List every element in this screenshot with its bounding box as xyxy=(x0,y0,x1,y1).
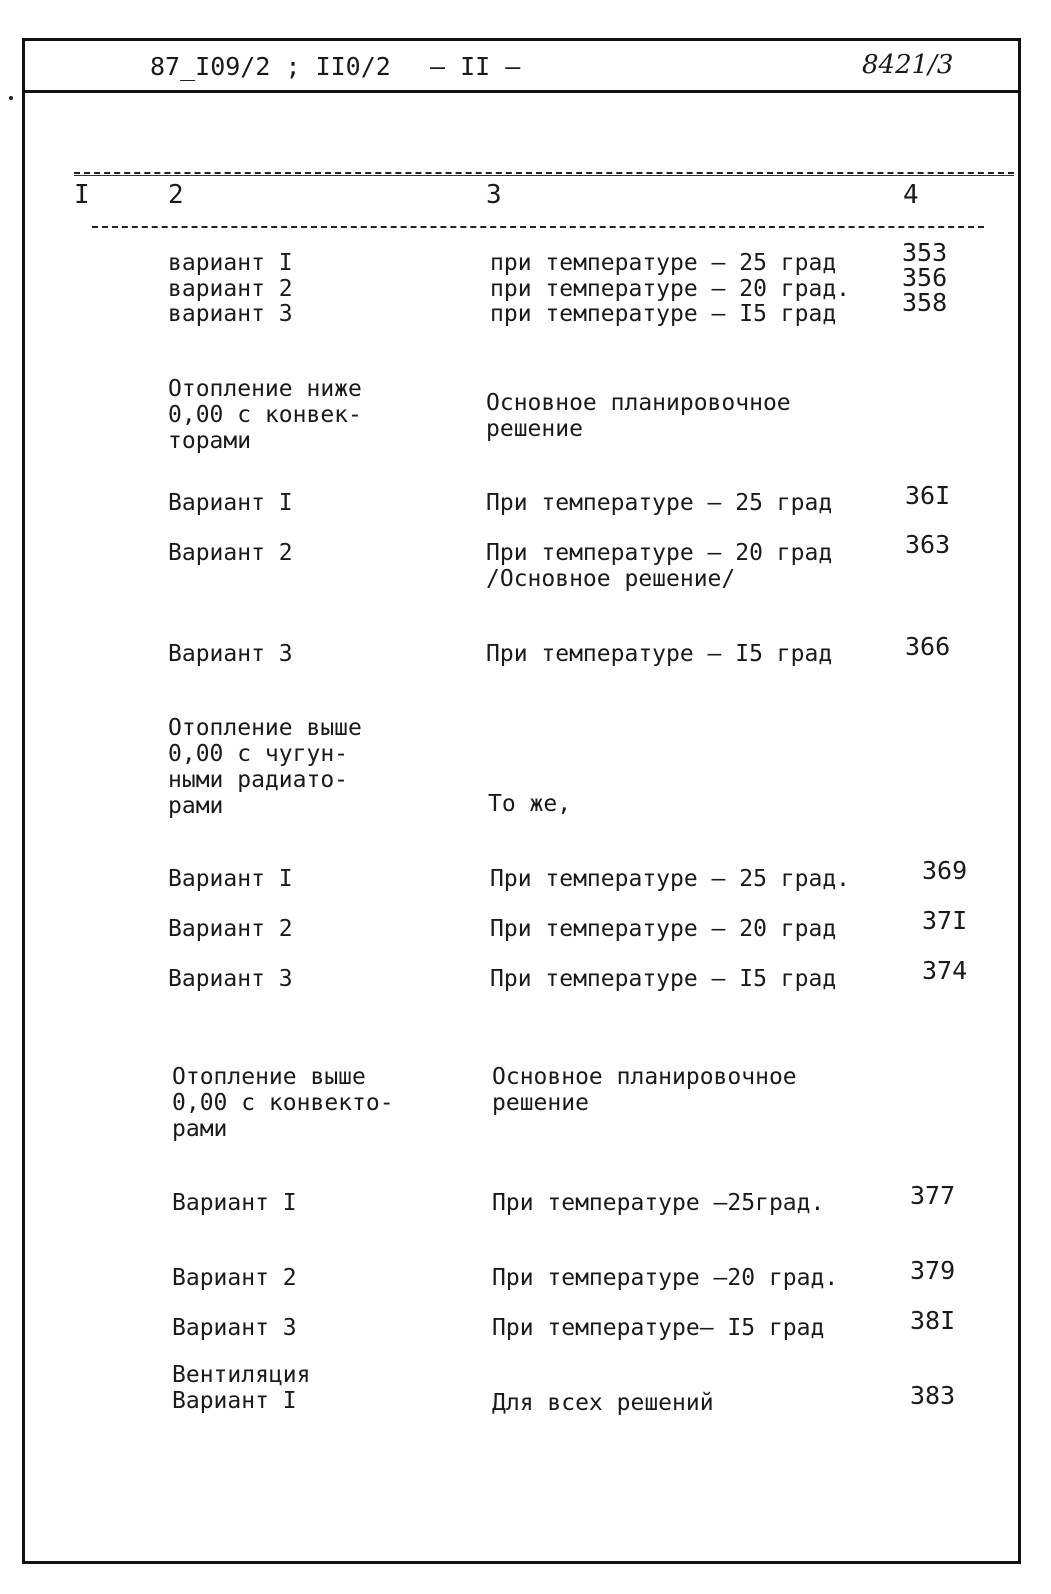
table-cell-page: 363 xyxy=(905,530,951,559)
column-header-4: 4 xyxy=(903,180,919,210)
table-cell-name: вариант 3 xyxy=(168,301,293,327)
table-cell-description: при температуре – 20 град. xyxy=(490,276,851,302)
table-cell-page: 377 xyxy=(910,1181,956,1210)
table-cell-description: При температуре – 20 град /Основное решение/ xyxy=(486,540,833,592)
table-cell-name: Вентиляция Вариант I xyxy=(172,1362,311,1414)
table-cell-description: При температуре –25град. xyxy=(492,1190,825,1216)
table-top-rule xyxy=(74,172,1014,174)
table-cell-page: 369 xyxy=(922,856,968,885)
table-cell-page: 374 xyxy=(922,956,968,985)
table-cell-name: вариант I xyxy=(168,250,293,276)
table-cell-description: При температуре– I5 град xyxy=(492,1315,825,1341)
table-top-rule-inner xyxy=(74,175,1014,176)
table-cell-page: 356 xyxy=(902,263,948,292)
table-cell-page: 37I xyxy=(922,906,968,935)
section-description: Основное планировочное решение xyxy=(486,390,791,442)
table-cell-description: При температуре – I5 град xyxy=(486,641,833,667)
table-cell-name: Вариант I xyxy=(168,866,293,892)
table-header-rule xyxy=(92,226,984,228)
column-header-3: 3 xyxy=(486,180,502,210)
table-cell-description: При температуре – 20 град xyxy=(490,916,837,942)
table-cell-description: При температуре – 25 град xyxy=(486,490,833,516)
column-header-2: 2 xyxy=(168,180,184,210)
table-cell-name: Вариант 3 xyxy=(168,966,293,992)
table-cell-page: 353 xyxy=(902,238,948,267)
page-number: – II – xyxy=(430,52,521,81)
table-cell-page: 379 xyxy=(910,1256,956,1285)
table-cell-name: вариант 2 xyxy=(168,276,293,302)
section-heading: Отопление выше 0,00 с чугун- ными радиато- рами xyxy=(168,715,362,819)
margin-dot xyxy=(9,96,13,100)
table-cell-name: Вариант 2 xyxy=(172,1265,297,1291)
table-cell-name: Вариант I xyxy=(172,1190,297,1216)
header-divider xyxy=(22,90,1021,93)
table-cell-name: Вариант I xyxy=(168,490,293,516)
table-cell-description: При температуре – I5 град xyxy=(490,966,837,992)
table-cell-page: 36I xyxy=(905,481,951,510)
table-cell-name: Вариант 2 xyxy=(168,540,293,566)
table-cell-page: 383 xyxy=(910,1381,956,1410)
section-description: То же, xyxy=(488,791,572,817)
table-cell-name: Вариант 3 xyxy=(172,1315,297,1341)
table-cell-page: 358 xyxy=(902,288,948,317)
table-cell-page: 38I xyxy=(910,1306,956,1335)
table-cell-description: Для всех решений xyxy=(492,1390,714,1416)
table-cell-page: 366 xyxy=(905,632,951,661)
document-code: 87_I09/2 ; II0/2 xyxy=(150,52,391,81)
column-header-1: I xyxy=(74,180,90,210)
section-heading: Отопление выше 0,00 с конвекто- рами xyxy=(172,1064,394,1142)
section-heading: Отопление ниже 0,00 с конвек- торами xyxy=(168,376,362,454)
table-cell-description: При температуре – 25 град. xyxy=(490,866,851,892)
table-cell-description: при температуре – I5 град xyxy=(490,301,837,327)
table-cell-name: Вариант 3 xyxy=(168,641,293,667)
table-cell-name: Вариант 2 xyxy=(168,916,293,942)
sheet-number: 8421/3 xyxy=(862,50,954,80)
table-cell-description: при температуре – 25 град xyxy=(490,250,837,276)
section-description: Основное планировочное решение xyxy=(492,1064,797,1116)
table-cell-description: При температуре –20 град. xyxy=(492,1265,839,1291)
